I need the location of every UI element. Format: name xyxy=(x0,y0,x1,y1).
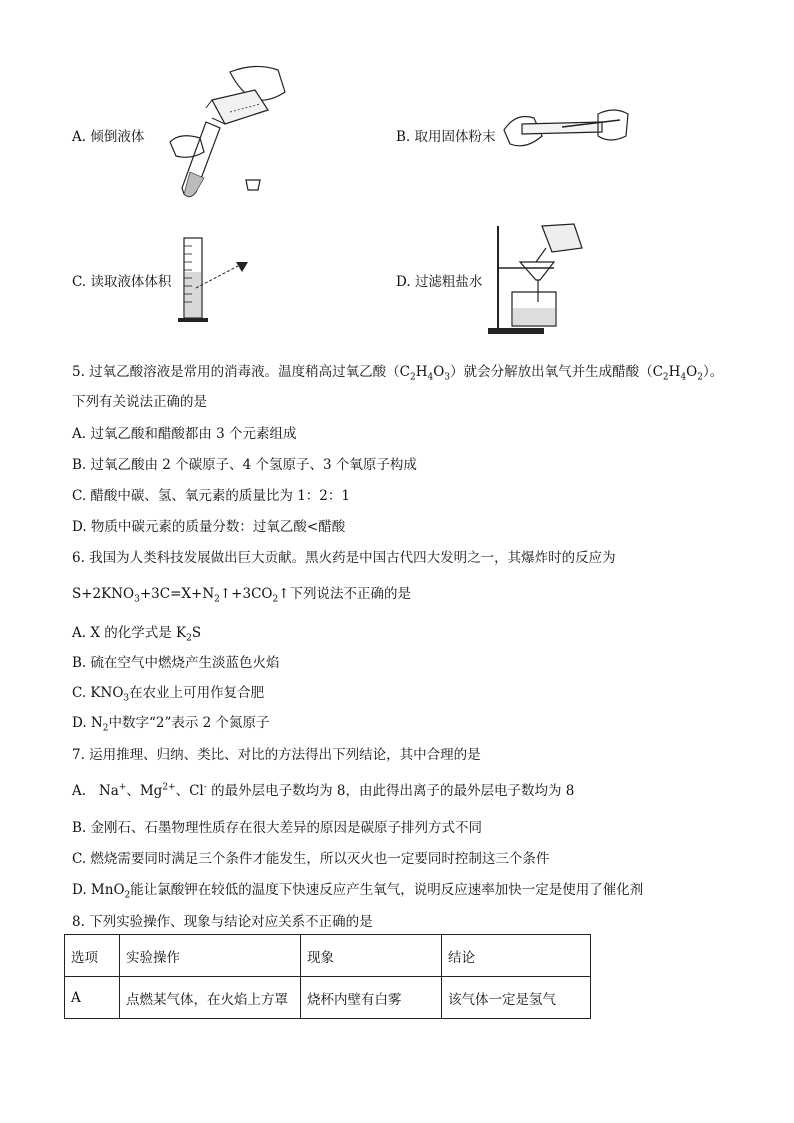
table-header: 结论 xyxy=(442,935,591,977)
q5-option-c: C. 醋酸中碳、氢、氧元素的质量比为 1：2：1 xyxy=(72,488,350,504)
q4-option-a xyxy=(72,125,144,145)
q7-option-c: C. 燃烧需要同时满足三个条件才能发生，所以灭火也一定要同时控制这三个条件 xyxy=(72,851,550,867)
option-text: 取用固体粉末 xyxy=(414,129,496,145)
option-text: 读取液体体积 xyxy=(90,274,172,290)
q5-stem-post: ）。 xyxy=(702,364,724,380)
table-cell: 烧杯内壁有白雾 xyxy=(301,977,442,1019)
q4-option-d xyxy=(396,270,482,290)
q6-equation: $S+2KNO_3+3C=X+N_2↑+3CO_2↑$下列说法不正确的是 xyxy=(72,586,412,605)
table-header-row xyxy=(65,935,591,977)
option-text: 过滤粗盐水 xyxy=(414,274,483,290)
table-cell: 该气体一定是氢气 xyxy=(442,977,591,1019)
option-label: A. xyxy=(72,129,87,145)
q6-option-b: B. 硫在空气中燃烧产生淡蓝色火焰 xyxy=(72,655,280,671)
powder-sampling-illustration xyxy=(502,100,630,160)
option-label: C. xyxy=(72,274,87,290)
option-text: 倾倒液体 xyxy=(90,129,145,145)
q7-option-d: D. MnO$_2$能让氯酸钾在较低的温度下快速反应产生氧气，说明反应速率加快一定是使用了催化剂 xyxy=(72,882,644,901)
table-row xyxy=(65,977,591,1019)
q7-option-b: B. 金刚石、石墨物理性质存在很大差异的原因是碳原子排列方式不同 xyxy=(72,820,483,836)
table-cell: A xyxy=(65,977,120,1019)
filtration-illustration xyxy=(486,218,590,336)
q5-option-a: A. 过氧乙酸和醋酸都由 3 个元素组成 xyxy=(72,426,297,442)
table-header: 实验操作 xyxy=(120,935,301,977)
q5-stem-mid: ）就会分解放出氧气并生成醋酸（ xyxy=(450,364,653,380)
formula-peracetic-acid: $C_2H_4O_3$ xyxy=(399,364,451,383)
q5-option-d: D. 物质中碳元素的质量分数：过氧乙酸<醋酸 xyxy=(72,519,346,535)
option-label: D. xyxy=(396,274,411,290)
q5-stem-line2: 下列有关说法正确的是 xyxy=(72,394,207,410)
formula-acetic-acid: $C_2H_4O_2$ xyxy=(652,364,703,383)
q4-option-c xyxy=(72,270,171,290)
cylinder-reading-illustration xyxy=(176,232,256,328)
option-label: B. xyxy=(396,129,411,145)
table-header: 现象 xyxy=(301,935,442,977)
q6-option-d: D. $N_2$中数字“2”表示 2 个氮原子 xyxy=(72,715,270,734)
q5-stem xyxy=(72,360,723,383)
pouring-liquid-illustration xyxy=(160,62,295,202)
q4-option-b xyxy=(396,125,496,145)
q6-option-c: C. $KNO_3$在农业上可用作复合肥 xyxy=(72,685,265,704)
q6-stem: 6. 我国为人类科技发展做出巨大贡献。黑火药是中国古代四大发明之一，其爆炸时的反应为 xyxy=(72,550,616,566)
q5-option-b: B. 过氧乙酸由 2 个碳原子、4 个氢原子、3 个氧原子构成 xyxy=(72,457,417,473)
q7-option-a: A. Na+、$Mg^{2+}$、Cl- 的最外层电子数均为 8，由此得出离子的最外层电子数均为 8 xyxy=(72,782,575,799)
q7-stem: 7. 运用推理、归纳、类比、对比的方法得出下列结论，其中合理的是 xyxy=(72,747,481,763)
table-header: 选项 xyxy=(65,935,120,977)
q8-stem: 8. 下列实验操作、现象与结论对应关系不正确的是 xyxy=(72,914,373,930)
q8-table xyxy=(64,934,591,1019)
q5-stem-pre: 5. 过氧乙酸溶液是常用的消毒液。温度稍高过氧乙酸（ xyxy=(72,364,400,380)
q6-option-a: A. X 的化学式是 $K_2S$ xyxy=(72,625,202,644)
table-cell: 点燃某气体，在火焰上方罩 xyxy=(120,977,301,1019)
